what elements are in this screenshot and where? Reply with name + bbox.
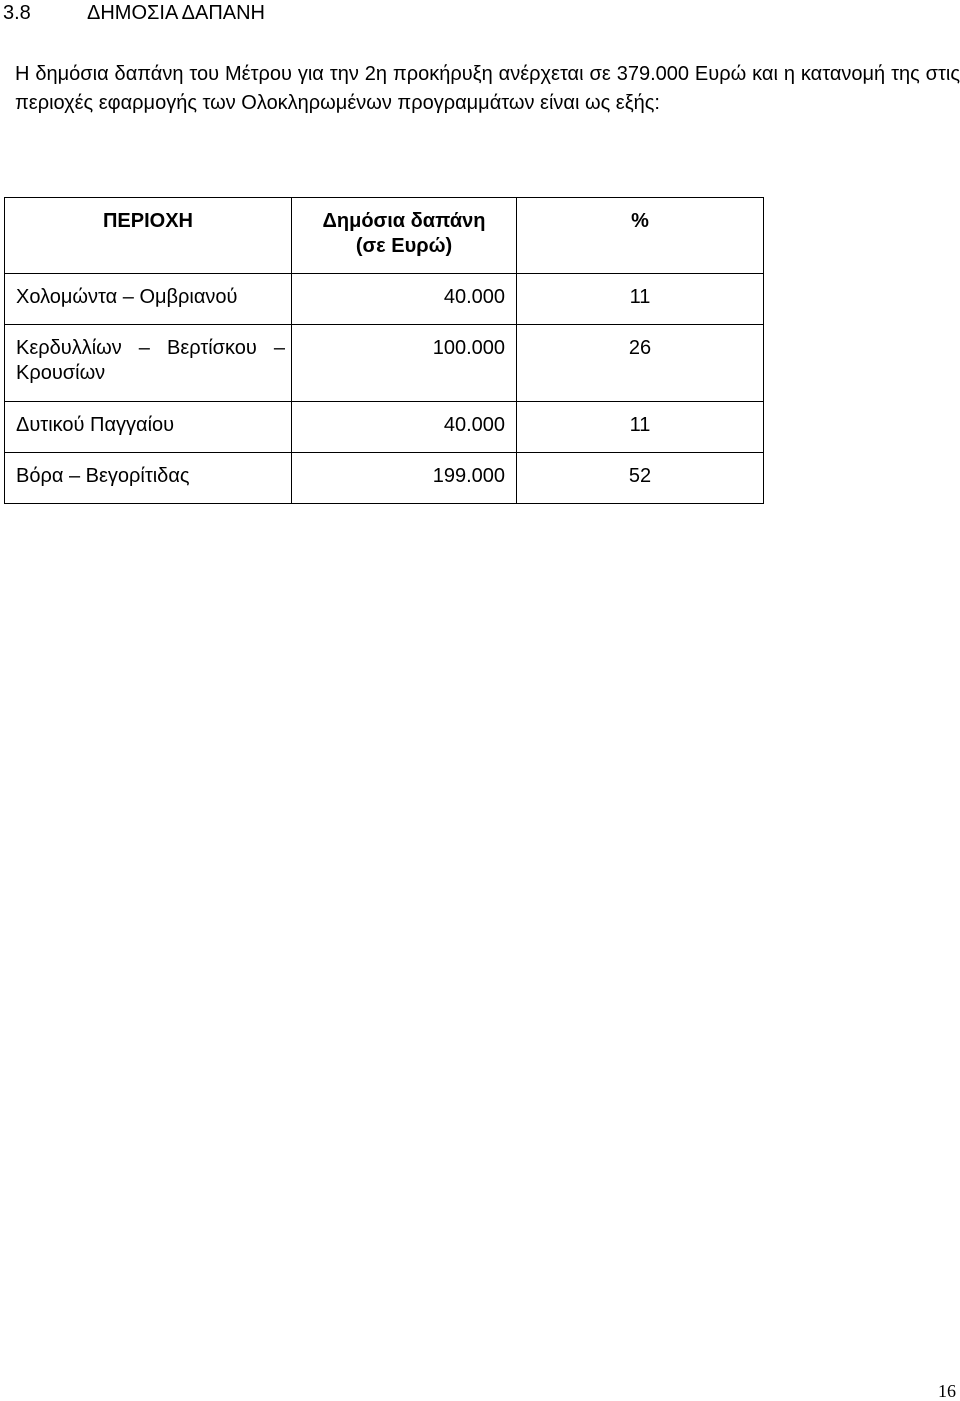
header-amount-line1: Δημόσια δαπάνη	[322, 210, 486, 232]
table-row	[5, 402, 764, 453]
intro-paragraph: Η δημόσια δαπάνη του Μέτρου για την 2η προκήρυξη ανέρχεται σε 379.000 Ευρώ και η κατανομή της στις περιοχές εφαρμογής των Ολοκληρωμένων προγραμμάτων είναι ως εξής:	[15, 63, 960, 114]
header-region: ΠΕΡΙΟΧΗ	[5, 198, 292, 274]
cell-region: Χολομώντα – Ομβριανού	[5, 274, 292, 325]
cell-amount: 40.000	[292, 274, 517, 325]
cell-amount: 100.000	[292, 325, 517, 402]
cell-percent: 11	[517, 402, 764, 453]
cell-amount: 40.000	[292, 402, 517, 453]
header-amount-line2: (σε Ευρώ)	[355, 235, 453, 257]
section-title: ΔΗΜΟΣΙΑ ΔΑΠΑΝΗ	[87, 2, 265, 24]
cell-region: Δυτικού Παγγαίου	[5, 402, 292, 453]
table-header-row	[5, 198, 764, 274]
cell-percent: 26	[517, 325, 764, 402]
section-heading	[0, 0, 265, 26]
cell-percent: 52	[517, 453, 764, 504]
cell-amount: 199.000	[292, 453, 517, 504]
table-row	[5, 274, 764, 325]
cell-percent: 11	[517, 274, 764, 325]
table-row	[5, 325, 764, 402]
cell-region: Βόρα – Βεγορίτιδας	[5, 453, 292, 504]
header-amount	[292, 198, 517, 274]
header-percent: %	[517, 198, 764, 274]
public-spending-table	[4, 197, 764, 504]
section-number: 3.8	[3, 2, 31, 24]
table-row	[5, 453, 764, 504]
cell-region: Κερδυλλίων – Βερτίσκου – Κρουσίων	[5, 325, 292, 402]
page-number: 16	[938, 1381, 956, 1401]
